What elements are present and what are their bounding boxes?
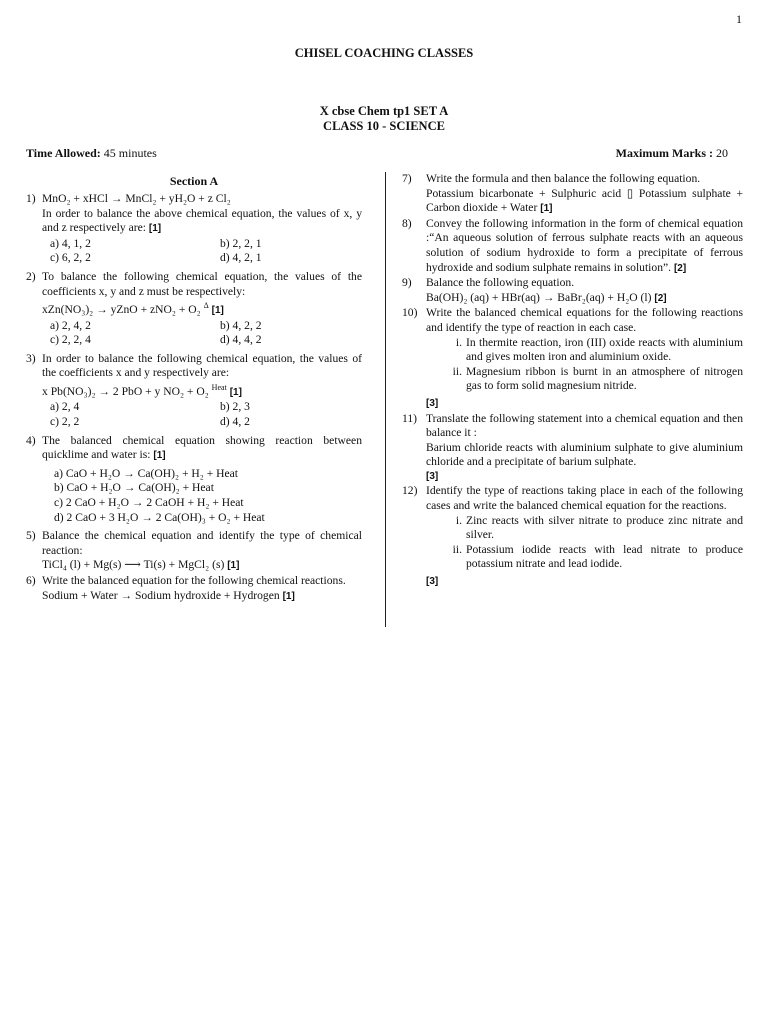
- option-a: a) 4, 1, 2: [50, 236, 91, 250]
- left-column: [26, 172, 362, 604]
- arrow-label: Heat: [211, 382, 227, 392]
- right-column: [402, 172, 743, 590]
- marks-badge: [3]: [426, 397, 439, 409]
- sub-question-number: i.: [455, 335, 462, 349]
- options: [42, 237, 362, 266]
- marks-badge: [1]: [227, 560, 240, 572]
- question-equation: [42, 381, 362, 400]
- section-title: Section A: [169, 174, 219, 188]
- sub-question-number: i.: [455, 513, 462, 527]
- class-line: CLASS 10 - SCIENCE: [323, 119, 445, 133]
- marks-label: Maximum Marks :: [615, 146, 713, 160]
- question-11: [402, 412, 743, 485]
- time-value: 45 minutes: [103, 146, 157, 160]
- marks-badge: [3]: [426, 470, 439, 482]
- option-b: b) CaO + H₂O → Ca(OH)₂ + Heat: [54, 481, 214, 495]
- marks-badge: [1]: [229, 386, 242, 398]
- option-d: d) 4, 2, 1: [220, 251, 262, 265]
- option-c: c) 6, 2, 2: [50, 251, 91, 265]
- options: [42, 400, 362, 429]
- question-number: 11): [402, 411, 418, 425]
- sub-question-text: Potassium iodide reacts with lead nitrate to produce potassium nitrate and lead iodide.: [466, 542, 743, 571]
- option-a: a) 2, 4: [50, 400, 80, 414]
- question-text: Convey the following information in the form of chemical equation :“An aqueous solution of ferrous sulphate reacts with an aqueous solution of sodium hydroxide to form a precipitate of ferrous hydroxide and sodium sulphate remains in solution”.: [426, 216, 743, 274]
- question-text: Balance the following equation.: [426, 276, 575, 290]
- page-number: 1: [736, 12, 742, 26]
- equation-text: Ba(OH)₂ (aq) + HBr(aq) → BaBr₂(aq) + H₂O (l): [426, 290, 652, 304]
- question-number: 5): [26, 529, 36, 543]
- question-2: [26, 270, 362, 348]
- question-4: [26, 434, 362, 526]
- time-allowed: [26, 146, 157, 161]
- question-9: [402, 276, 743, 306]
- question-number: 8): [402, 216, 412, 230]
- sub-question-text: Zinc reacts with silver nitrate to produce zinc nitrate and silver.: [466, 513, 743, 542]
- option-c: c) 2 CaO + H₂O → 2 CaOH + H₂ + Heat: [54, 496, 244, 509]
- option-a: a) 2, 4, 2: [50, 318, 91, 332]
- question-text: Translate the following statement into a chemical equation and then balance it :: [426, 411, 743, 440]
- sub-question-number: ii.: [452, 542, 462, 556]
- sub-question-text: Magnesium ribbon is burnt in an atmosphere of nitrogen gas to form solid magnesium nitride.: [466, 364, 743, 393]
- equation-text: TiCl₄ (l) + Mg(s) ⟶ Ti(s) + MgCl₂ (s): [42, 558, 225, 572]
- question-8: [402, 217, 743, 276]
- options: [42, 319, 362, 348]
- question-equation: [426, 291, 743, 307]
- question-text: Write the balanced equation for the following chemical reactions.: [42, 573, 346, 587]
- question-text: In order to balance the following chemical equation, the values of the coefficients x and y respectively are:: [42, 351, 362, 380]
- option-a: a) CaO + H₂O → Ca(OH)₂ + H₂ + Heat: [54, 466, 239, 480]
- question-number: 6): [26, 573, 36, 587]
- question-3: [26, 352, 362, 430]
- question-text: The balanced chemical equation showing reaction between quicklime and water is:: [42, 433, 362, 462]
- option-b: b) 2, 2, 1: [220, 236, 262, 250]
- option-d: d) 4, 4, 2: [220, 333, 262, 347]
- sub-question: [426, 543, 743, 572]
- question-equation: MnO₂ + xHCl → MnCl₂ + yH₂O + z Cl₂: [42, 192, 231, 205]
- sub-question: [426, 336, 743, 365]
- sub-question-number: ii.: [452, 364, 462, 378]
- option-d: d) 2 CaO + 3 H₂O → 2 Ca(OH)₃ + O₂ + Heat: [54, 510, 265, 524]
- marks-badge: [2]: [673, 262, 687, 274]
- sub-question: [426, 514, 743, 543]
- marks-badge: [1]: [148, 223, 162, 235]
- institute-name: CHISEL COACHING CLASSES: [294, 46, 474, 60]
- marks-value: 20: [716, 146, 728, 160]
- marks-badge: [1]: [540, 203, 553, 215]
- sub-question-text: In thermite reaction, iron (III) oxide reacts with aluminium and gives molten iron and aluminium oxide.: [466, 335, 743, 364]
- option-c: c) 2, 2, 4: [50, 333, 91, 347]
- question-1: [26, 192, 362, 266]
- question-7: [402, 172, 743, 217]
- question-number: 12): [402, 484, 418, 498]
- question-equation: [42, 558, 362, 574]
- column-divider: [385, 172, 386, 627]
- time-label: Time Allowed:: [26, 146, 101, 160]
- marks-badge: [1]: [211, 305, 224, 317]
- question-number: 2): [26, 269, 36, 283]
- equation-text: x Pb(NO₃)₂ → 2 PbO + y NO₂ + O₂: [42, 384, 209, 398]
- question-text: In order to balance the above chemical equation, the values of x, y and z respectively are:: [42, 206, 362, 235]
- question-6: [26, 574, 362, 604]
- question-number: 9): [402, 276, 412, 290]
- maximum-marks: [616, 146, 728, 161]
- question-statement: Barium chloride reacts with aluminium sulphate to give aluminium chloride and a precipitate of barium sulphate.: [426, 440, 743, 469]
- question-number: 7): [402, 172, 412, 185]
- option-b: b) 2, 3: [220, 400, 250, 414]
- question-text: Balance the chemical equation and identify the type of chemical reaction:: [42, 529, 362, 557]
- question-10: [402, 306, 743, 411]
- question-number: 1): [26, 192, 36, 205]
- question-5: [26, 529, 362, 574]
- question-number: 4): [26, 433, 36, 447]
- question-text: Identify the type of reactions taking place in each of the following cases and write the balanced chemical equation for the reactions.: [426, 484, 743, 513]
- option-d: d) 4, 2: [220, 415, 250, 429]
- question-text: Write the balanced chemical equations for the following reactions and identify the type of reaction in each case.: [426, 306, 743, 334]
- equation-text: xZn(NO₃)₂ → yZnO + zNO₂ + O₂: [42, 303, 201, 317]
- question-text: Write the formula and then balance the following equation.: [426, 172, 701, 185]
- option-c: c) 2, 2: [50, 415, 80, 429]
- question-equation: [42, 589, 362, 605]
- paper-title: X cbse Chem tp1 SET A: [319, 104, 449, 118]
- question-text: To balance the following chemical equation, the values of the coefficients x, y and z must be respectively:: [42, 269, 362, 298]
- sub-question: [426, 365, 743, 394]
- marks-badge: [1]: [153, 450, 166, 462]
- question-12: [402, 484, 743, 589]
- question-number: 10): [402, 306, 418, 320]
- options: [42, 467, 362, 525]
- arrow-label: Δ: [203, 301, 209, 311]
- question-equation: [42, 299, 362, 318]
- question-number: 3): [26, 351, 36, 365]
- marks-badge: [2]: [654, 292, 667, 304]
- question-equation: Potassium bicarbonate + Sulphuric acid ▯ Potassium sulphate + Carbon dioxide + Water: [426, 186, 743, 215]
- equation-text: Sodium + Water → Sodium hydroxide + Hydrogen: [42, 588, 280, 602]
- marks-badge: [3]: [426, 576, 439, 588]
- marks-badge: [1]: [282, 590, 295, 602]
- option-b: b) 4, 2, 2: [220, 318, 262, 332]
